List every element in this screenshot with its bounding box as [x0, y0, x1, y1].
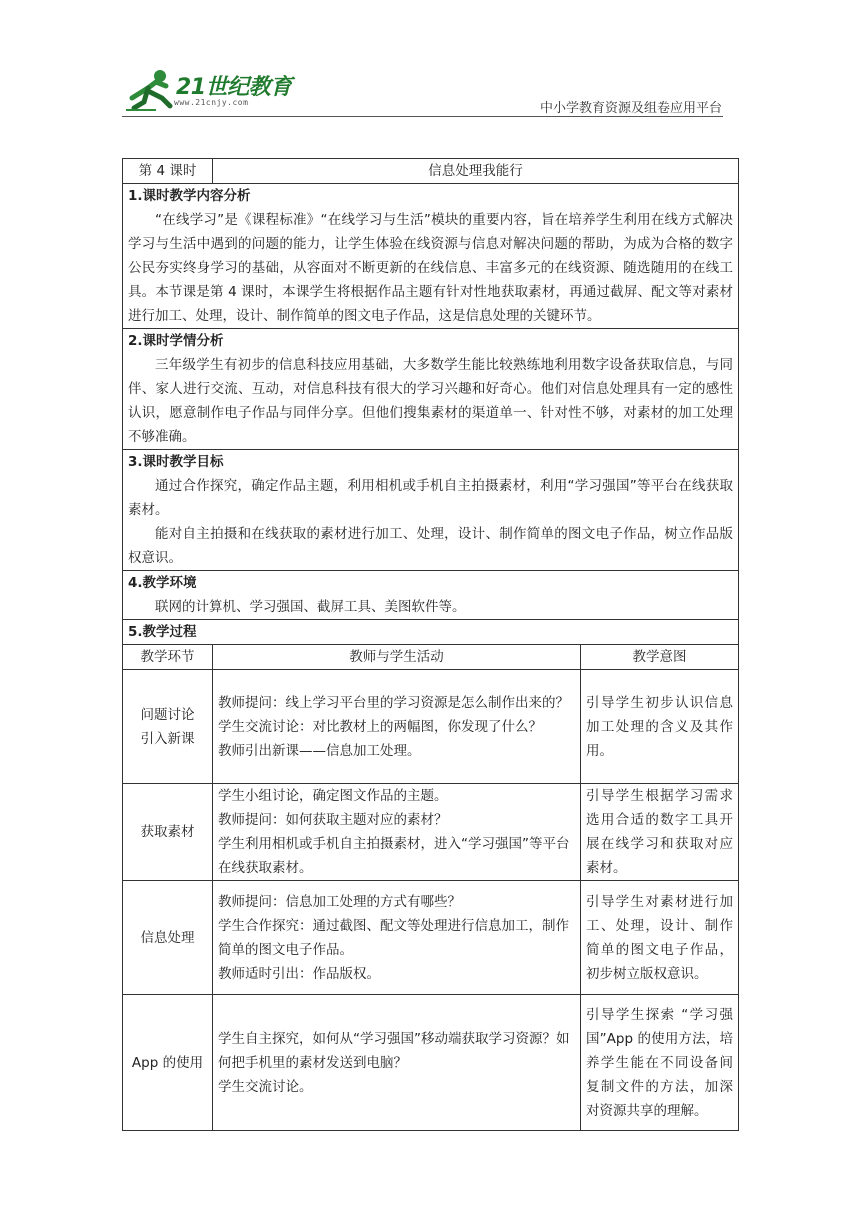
activity-line: 教师适时引出：作品版权。	[218, 965, 380, 982]
stage-cell: 获取素材	[123, 784, 213, 881]
section-environment	[123, 571, 739, 620]
process-row	[123, 784, 739, 881]
lesson-plan-table	[122, 158, 739, 1131]
process-row	[123, 670, 739, 784]
section-title: 5.教学过程	[128, 624, 197, 640]
column-header: 教学环节	[123, 645, 213, 670]
stage-cell	[123, 670, 213, 784]
aim-cell	[581, 995, 739, 1131]
activity-line: 教师引出新课——信息加工处理。	[218, 742, 421, 759]
stage-cell: App 的使用	[123, 995, 213, 1131]
activity-line: 学生小组讨论，确定图文作品的主题。	[218, 788, 448, 804]
activity-line: 学生利用相机或手机自主拍摄素材，进入“学习强国”等平台在线获取素材。	[218, 836, 570, 876]
section-paragraph: “在线学习”是《课程标准》“在线学习与生活”模块的重要内容，旨在培养学生利用在线方式解决学习与生活中遇到的问题的能力，让学生体验在线资源与信息对解决问题的帮助，为成为合格的数字公民夯实终身学习的基础，从容面对不断更新的在线信息、丰富多元的在线资源、随选随用的在线工具。本节课是第 4 课时，本课学生将根据作品主题有针对性地获取素材，再通过截屏、配文等对素材进行加工、处理，设计、制作简单的图文电子作品，这是信息处理的关键环节。	[128, 212, 733, 324]
process-row	[123, 995, 739, 1131]
activity-line: 学生交流讨论。	[218, 1078, 313, 1095]
column-header: 教学意图	[581, 645, 739, 670]
activity-line: 教师提问：如何获取主题对应的素材？	[218, 812, 448, 828]
section-paragraph: 通过合作探究，确定作品主题，利用相机或手机自主拍摄素材，利用“学习强国”等平台在线获取素材。	[128, 478, 733, 518]
aim-text: 引导学生初步认识信息加工处理的含义及其作用。	[586, 694, 733, 759]
section-title: 3.课时教学目标	[128, 454, 224, 470]
lesson-label: 第 4 课时	[123, 159, 213, 184]
lesson-title: 信息处理我能行	[213, 159, 739, 184]
section-paragraph: 联网的计算机、学习强国、截屏工具、美图软件等。	[155, 599, 466, 615]
activity-cell	[213, 881, 581, 995]
platform-name: 中小学教育资源及组卷应用平台	[539, 101, 722, 116]
activity-line: 学生自主探究，如何从“学习强国”移动端获取学习资源？如何把手机里的素材发送到电脑？	[218, 1030, 570, 1071]
activity-line: 学生合作探究：通过截图、配文等处理进行信息加工，制作简单的图文电子作品。	[218, 917, 569, 958]
process-row	[123, 881, 739, 995]
aim-cell	[581, 784, 739, 881]
section-process-title	[123, 620, 739, 645]
aim-cell	[581, 881, 739, 995]
section-paragraph: 三年级学生有初步的信息科技应用基础，大多数学生能比较熟练地利用数字设备获取信息，与同伴、家人进行交流、互动，对信息科技有很大的学习兴趣和好奇心。他们对信息处理具有一定的感性认识，愿意制作电子作品与同伴分享。但他们搜集素材的渠道单一、针对性不够，对素材的加工处理不够准确。	[128, 357, 733, 445]
logo-text: 21世纪教育	[176, 75, 292, 100]
process-header-row	[123, 645, 739, 670]
logo	[126, 68, 296, 114]
section-title: 1.课时教学内容分析	[128, 188, 251, 204]
runner-logo-icon	[126, 68, 176, 112]
aim-text: 引导学生根据学习需求选用合适的数字工具开展在线学习和获取对应素材。	[586, 788, 733, 876]
activity-line: 教师提问：信息加工处理的方式有哪些？	[218, 893, 461, 910]
page-header	[0, 0, 860, 130]
section-paragraph: 能对自主拍摄和在线获取的素材进行加工、处理，设计、制作简单的图文电子作品，树立作品版权意识。	[128, 526, 733, 566]
activity-cell	[213, 995, 581, 1131]
section-title: 2.课时学情分析	[128, 333, 224, 349]
stage-name: 问题讨论 引入新课	[140, 706, 195, 747]
aim-text: 引导学生对素材进行加工、处理，设计、制作简单的图文电子作品，初步树立版权意识。	[586, 893, 733, 982]
section-teaching-goals	[123, 450, 739, 571]
header-divider	[122, 116, 723, 117]
aim-text: 引导学生探索 “学习强国”App 的使用方法，培养学生能在不同设备间复制文件的方法，加深对资源共享的理解。	[586, 1006, 733, 1119]
activity-cell	[213, 670, 581, 784]
section-title: 4.教学环境	[128, 575, 197, 591]
stage-cell: 信息处理	[123, 881, 213, 995]
aim-cell	[581, 670, 739, 784]
logo-url: www.21cnjy.com	[174, 98, 249, 107]
lesson-title-row	[123, 159, 739, 184]
section-student-analysis	[123, 329, 739, 450]
activity-cell	[213, 784, 581, 881]
column-header: 教师与学生活动	[213, 645, 581, 670]
activity-line: 教师提问：线上学习平台里的学习资源是怎么制作出来的？	[218, 694, 569, 711]
section-content-analysis	[123, 184, 739, 329]
activity-line: 学生交流讨论：对比教材上的两幅图，你发现了什么？	[218, 718, 542, 735]
